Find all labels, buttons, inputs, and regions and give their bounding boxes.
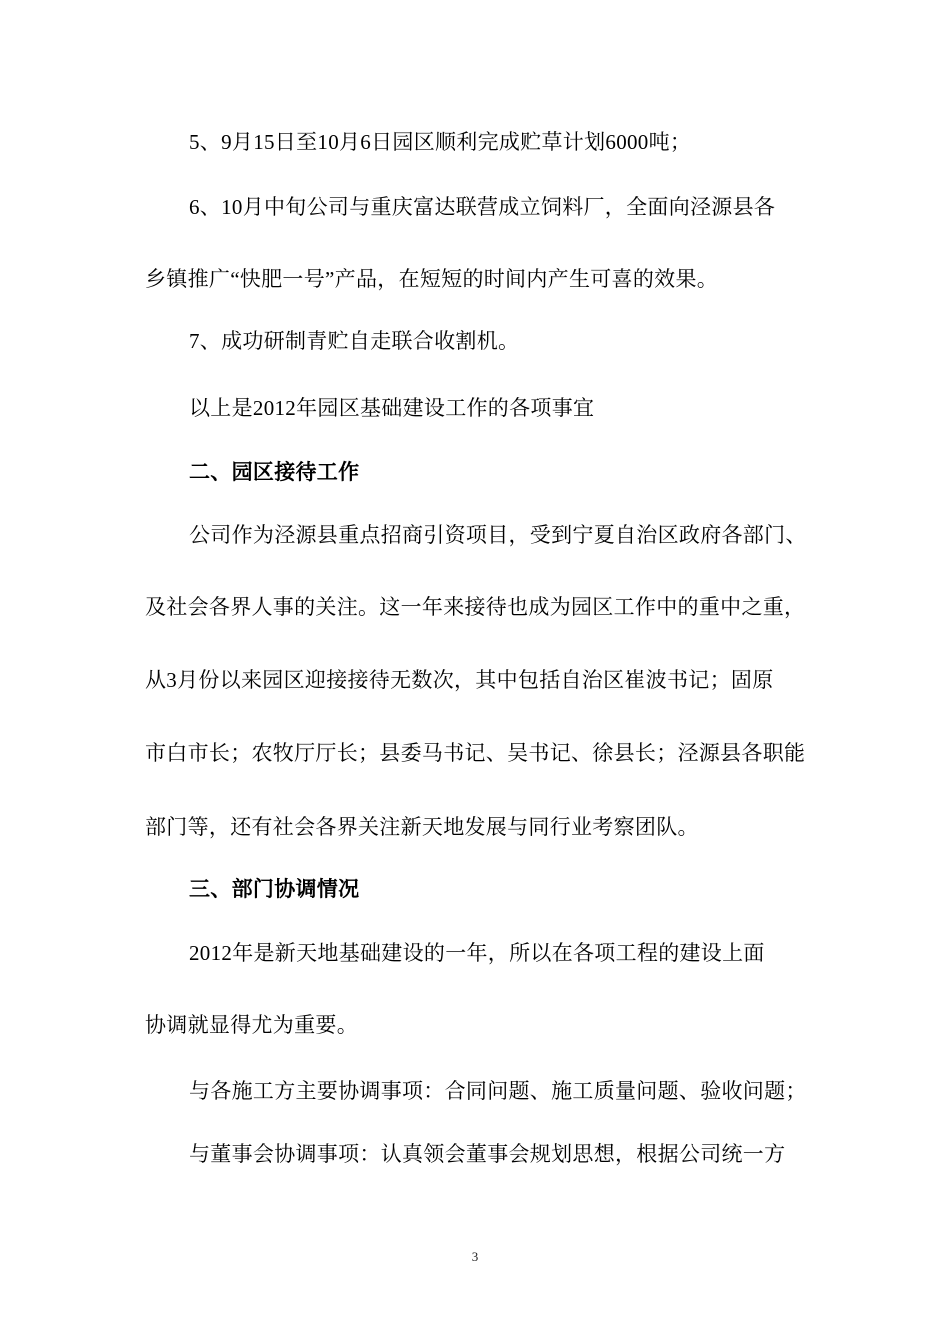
section-heading-reception: 二、园区接待工作: [189, 460, 360, 484]
page-number: 3: [471, 1249, 479, 1264]
summary-paragraph: 以上是2012年园区基础建设工作的各项事宜: [189, 396, 595, 420]
section-heading-coordination: 三、部门协调情况: [189, 877, 360, 901]
board-coordination-item: 与董事会协调事项：认真领会董事会规划思想，根据公司统一方: [189, 1142, 786, 1166]
list-item-6-line-2: 乡镇推广“快肥一号”产品，在短短的时间内产生可喜的效果。: [145, 267, 719, 291]
list-item-7: 7、成功研制青贮自走联合收割机。: [189, 329, 520, 353]
contractor-coordination-item: 与各施工方主要协调事项：合同问题、施工质量问题、验收问题；: [189, 1079, 807, 1103]
list-item-5: 5、9月15日至10月6日园区顺利完成贮草计划6000吨；: [189, 130, 692, 154]
reception-paragraph-line-5: 部门等，还有社会各界关注新天地发展与同行业考察团队。: [145, 815, 699, 839]
list-item-6-line-1: 6、10月中旬公司与重庆富达联营成立饲料厂，全面向泾源县各: [189, 195, 776, 219]
reception-paragraph-line-1: 公司作为泾源县重点招商引资项目，受到宁夏自治区政府各部门、: [189, 523, 807, 547]
coordination-paragraph-line-2: 协调就显得尤为重要。: [145, 1013, 358, 1037]
reception-paragraph-line-4: 市白市长；农牧厅厅长；县委马书记、吴书记、徐县长；泾源县各职能: [145, 741, 806, 765]
coordination-paragraph-line-1: 2012年是新天地基础建设的一年，所以在各项工程的建设上面: [189, 941, 765, 965]
reception-paragraph-line-2: 及社会各界人事的关注。这一年来接待也成为园区工作中的重中之重，: [145, 595, 806, 619]
reception-paragraph-line-3: 从3月份以来园区迎接接待无数次，其中包括自治区崔波书记；固原: [145, 668, 774, 692]
